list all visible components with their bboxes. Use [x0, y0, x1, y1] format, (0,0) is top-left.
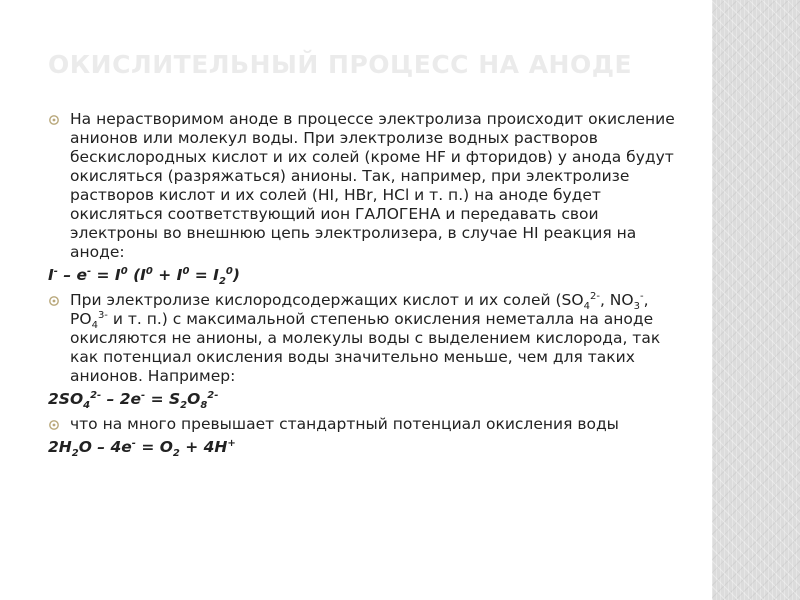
slide-title: ОКИСЛИТЕЛЬНЫЙ ПРОЦЕСС НА АНОДЕ: [48, 50, 633, 79]
decorative-band: [712, 0, 800, 600]
bullet-item-3: [48, 415, 678, 434]
circle-bullet-icon: [48, 114, 60, 126]
slide-content: [48, 110, 678, 463]
bullet-text-3: что на много превышает стандартный потенциал окисления воды: [70, 415, 619, 433]
formula-3: $2H_2O - 4e^- = O_2 + 4H^+$: [48, 437, 236, 460]
bullet-item-1: [48, 110, 678, 262]
bullet-text-2: При электролизе кислородсодержащих кислот и их солей ($SO_4^{2-}$, $NO_3^-$, $PO_4^{3-}$ и т. п.) с максимальной степенью окисления неметалла на аноде окисляются не анионы, а молекулы воды с выделением кислорода, так как потенциал окисления воды значительно меньше, чем для таких анионов. Например:: [70, 290, 661, 385]
formula-2: $2SO_4^{2-} - 2e^- = S_2O_8^{2-}$: [48, 389, 219, 412]
bullet-item-2: [48, 291, 678, 386]
circle-bullet-icon: [48, 419, 60, 431]
circle-bullet-icon: [48, 295, 60, 307]
bullet-text-1: На нерастворимом аноде в процессе электролиза происходит окисление анионов или молекул воды. При электролизе водных растворов бескислородных кислот и их солей (кроме HF и фторидов) у анода будут окисляться (разряжаться) анионы. Так, например, при электролизе растворов кислот и их солей (HI, HBr, HCl и т. п.) на аноде будет окисляться соответствующий ион ГАЛОГЕНА и передавать свои электроны во внешнюю цепь электролизера, в случае HI реакция на аноде:: [70, 110, 675, 261]
formula-1: $I^- - e^- = I^0$ $(I^0 + I^0 = I_2^0)$: [48, 265, 240, 288]
